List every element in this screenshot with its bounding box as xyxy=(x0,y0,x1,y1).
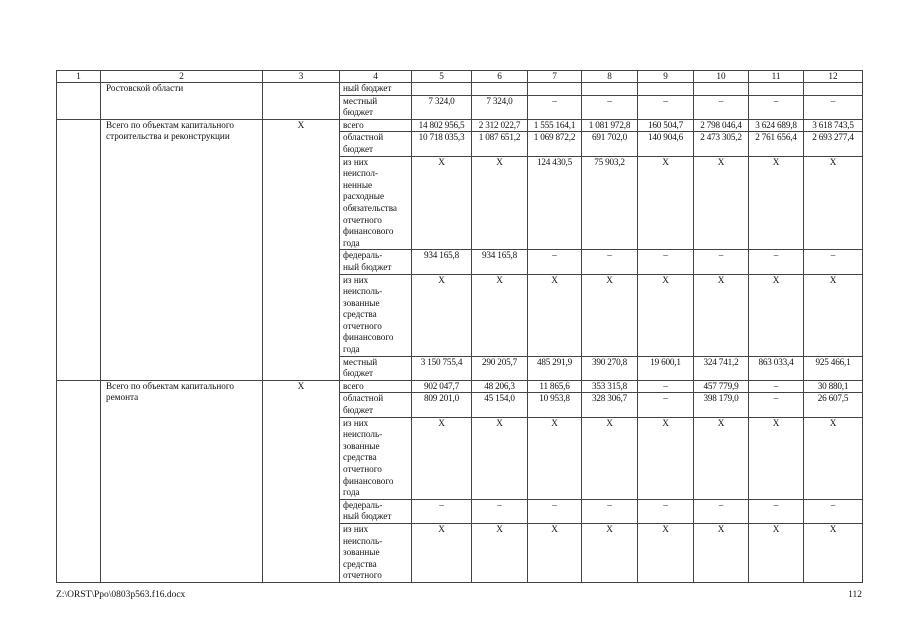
object-name-cell xyxy=(101,83,263,120)
value-cell: 328 306,7 xyxy=(582,393,638,417)
value-cell: 14 802 956,5 xyxy=(412,119,472,132)
funding-source-line: бюджет xyxy=(343,405,374,416)
header-cell: 10 xyxy=(694,71,749,83)
funding-source-cell xyxy=(340,417,412,499)
value-cell: 809 201,0 xyxy=(412,393,472,417)
header-cell: 5 xyxy=(412,71,472,83)
funding-source-line: года xyxy=(343,237,360,248)
value-cell: 10 718 035,3 xyxy=(412,132,472,156)
value-cell: 140 904,6 xyxy=(638,132,694,156)
funding-source-line: из них xyxy=(343,417,369,428)
funding-source-cell xyxy=(340,523,412,582)
object-name-line: Всего по объектам капитального xyxy=(106,119,234,130)
funding-source-line: средства xyxy=(343,309,377,320)
value-cell: 124 430,5 xyxy=(528,156,582,250)
value-cell: 324 741,2 xyxy=(694,356,749,380)
funding-source-line: областной xyxy=(343,132,384,143)
funding-source-line: местный xyxy=(343,95,378,106)
funding-source-cell xyxy=(340,250,412,274)
value-cell: Х xyxy=(804,156,863,250)
value-cell: – xyxy=(638,499,694,523)
table-row xyxy=(57,119,863,132)
funding-source-cell xyxy=(340,274,412,356)
value-cell: Х xyxy=(638,274,694,356)
header-cell: 3 xyxy=(263,71,340,83)
value-cell: Х xyxy=(804,523,863,582)
value-cell: Х xyxy=(804,417,863,499)
value-cell: – xyxy=(582,95,638,119)
value-cell: Х xyxy=(749,523,804,582)
funding-source-cell xyxy=(340,83,412,96)
funding-source-cell xyxy=(340,156,412,250)
value-cell: – xyxy=(694,499,749,523)
value-cell xyxy=(528,83,582,96)
funding-source-line: отчетного xyxy=(343,320,382,331)
funding-source-cell xyxy=(340,356,412,380)
value-cell: 48 206,3 xyxy=(472,380,528,393)
value-cell xyxy=(412,83,472,96)
funding-source-line: года xyxy=(343,344,360,355)
funding-source-line: зованные xyxy=(343,547,380,558)
row-number-cell xyxy=(57,119,101,380)
value-cell: 10 953,8 xyxy=(528,393,582,417)
value-cell: Х xyxy=(694,156,749,250)
funding-source-line: всего xyxy=(343,119,364,130)
value-cell: Х xyxy=(582,274,638,356)
value-cell: 19 600,1 xyxy=(638,356,694,380)
value-cell: 1 069 872,2 xyxy=(528,132,582,156)
value-cell: Х xyxy=(412,156,472,250)
document-page xyxy=(56,70,862,583)
value-cell: 3 624 689,8 xyxy=(749,119,804,132)
value-cell: – xyxy=(582,499,638,523)
funding-source-line: ный бюджет xyxy=(343,261,392,272)
budget-table xyxy=(56,70,863,583)
header-cell: 2 xyxy=(101,71,263,83)
value-cell: Х xyxy=(749,417,804,499)
value-cell: 3 618 743,5 xyxy=(804,119,863,132)
value-cell: Х xyxy=(749,274,804,356)
value-cell xyxy=(472,83,528,96)
value-cell: 2 761 656,4 xyxy=(749,132,804,156)
value-cell xyxy=(694,83,749,96)
funding-source-line: всего xyxy=(343,380,364,391)
value-cell: 902 047,7 xyxy=(412,380,472,393)
value-cell: – xyxy=(694,250,749,274)
mark-cell: Х xyxy=(263,119,340,380)
funding-source-line: неисполь- xyxy=(343,286,383,297)
funding-source-line: из них xyxy=(343,523,369,534)
value-cell: Х xyxy=(638,417,694,499)
object-name-line: ремонта xyxy=(106,392,139,403)
value-cell xyxy=(638,83,694,96)
value-cell: – xyxy=(804,95,863,119)
value-cell: – xyxy=(804,250,863,274)
value-cell xyxy=(582,83,638,96)
value-cell: – xyxy=(749,393,804,417)
value-cell: 2 312 022,7 xyxy=(472,119,528,132)
value-cell: – xyxy=(472,499,528,523)
value-cell: – xyxy=(412,499,472,523)
funding-source-line: ный бюджет xyxy=(343,511,392,522)
value-cell: Х xyxy=(472,523,528,582)
value-cell: – xyxy=(749,499,804,523)
value-cell: 390 270,8 xyxy=(582,356,638,380)
funding-source-line: ненные xyxy=(343,179,373,190)
object-name-line: Всего по объектам капитального xyxy=(106,380,234,391)
object-name-line: строительства и реконструкции xyxy=(106,131,230,142)
object-name-cell xyxy=(101,380,263,582)
value-cell: Х xyxy=(412,274,472,356)
funding-source-cell xyxy=(340,380,412,393)
value-cell: 1 081 972,8 xyxy=(582,119,638,132)
funding-source-line: зованные xyxy=(343,297,380,308)
value-cell: 7 324,0 xyxy=(412,95,472,119)
value-cell: – xyxy=(638,95,694,119)
value-cell: Х xyxy=(528,417,582,499)
value-cell: 691 702,0 xyxy=(582,132,638,156)
funding-source-cell xyxy=(340,499,412,523)
value-cell: – xyxy=(749,250,804,274)
header-row xyxy=(57,71,863,83)
value-cell: 160 504,7 xyxy=(638,119,694,132)
value-cell: 934 165,8 xyxy=(412,250,472,274)
funding-source-line: областной xyxy=(343,393,384,404)
value-cell: Х xyxy=(749,156,804,250)
value-cell: – xyxy=(582,250,638,274)
header-cell: 11 xyxy=(749,71,804,83)
value-cell: – xyxy=(749,95,804,119)
funding-source-line: отчетного xyxy=(343,464,382,474)
value-cell: 457 779,9 xyxy=(694,380,749,393)
value-cell: Х xyxy=(472,274,528,356)
value-cell xyxy=(804,83,863,96)
value-cell: Х xyxy=(528,274,582,356)
footer-page-number: 112 xyxy=(848,590,862,600)
value-cell: 485 291,9 xyxy=(528,356,582,380)
funding-source-cell xyxy=(340,393,412,417)
value-cell: 2 473 305,2 xyxy=(694,132,749,156)
value-cell: Х xyxy=(638,523,694,582)
header-cell: 4 xyxy=(340,71,412,83)
header-cell: 1 xyxy=(57,71,101,83)
mark-cell xyxy=(263,83,340,120)
funding-source-line: бюджет xyxy=(343,107,374,118)
value-cell: 3 150 755,4 xyxy=(412,356,472,380)
funding-source-line: отчетного xyxy=(343,214,382,225)
value-cell: Х xyxy=(694,274,749,356)
value-cell: – xyxy=(694,95,749,119)
value-cell: 290 205,7 xyxy=(472,356,528,380)
value-cell: Х xyxy=(412,417,472,499)
funding-source-line: неисполь- xyxy=(343,429,383,440)
value-cell: Х xyxy=(638,156,694,250)
funding-source-cell xyxy=(340,95,412,119)
funding-source-line: из них xyxy=(343,274,369,285)
funding-source-line: бюджет xyxy=(343,368,374,379)
funding-source-line: федераль- xyxy=(343,250,383,261)
value-cell: – xyxy=(749,380,804,393)
funding-source-line: отчетного xyxy=(343,570,382,581)
header-cell: 12 xyxy=(804,71,863,83)
funding-source-line: бюджет xyxy=(343,143,374,154)
value-cell: Х xyxy=(804,274,863,356)
funding-source-line: финансового xyxy=(343,332,394,343)
value-cell: Х xyxy=(694,417,749,499)
value-cell: 26 607,5 xyxy=(804,393,863,417)
value-cell xyxy=(749,83,804,96)
value-cell: 1 087 651,2 xyxy=(472,132,528,156)
value-cell: – xyxy=(804,499,863,523)
funding-source-line: местный xyxy=(343,356,378,367)
value-cell: 353 315,8 xyxy=(582,380,638,393)
header-cell: 9 xyxy=(638,71,694,83)
value-cell: Х xyxy=(582,417,638,499)
funding-source-cell xyxy=(340,119,412,132)
value-cell: – xyxy=(638,250,694,274)
object-name-cell xyxy=(101,119,263,380)
funding-source-line: неисполь- xyxy=(343,535,383,546)
value-cell: 45 154,0 xyxy=(472,393,528,417)
value-cell: – xyxy=(528,250,582,274)
value-cell: Х xyxy=(472,417,528,499)
value-cell: 30 880,1 xyxy=(804,380,863,393)
value-cell: 863 033,4 xyxy=(749,356,804,380)
value-cell: – xyxy=(528,95,582,119)
funding-source-line: обязательства xyxy=(343,202,397,213)
object-name-line: Ростовской области xyxy=(106,83,184,93)
funding-source-line: неиспол- xyxy=(343,168,379,179)
header-cell: 8 xyxy=(582,71,638,83)
value-cell: Х xyxy=(694,523,749,582)
funding-source-cell xyxy=(340,132,412,156)
value-cell: 398 179,0 xyxy=(694,393,749,417)
funding-source-line: расходные xyxy=(343,191,385,202)
mark-cell: Х xyxy=(263,380,340,582)
funding-source-line: из них xyxy=(343,156,369,167)
value-cell: 2 693 277,4 xyxy=(804,132,863,156)
value-cell: Х xyxy=(472,156,528,250)
value-cell: 11 865,6 xyxy=(528,380,582,393)
value-cell: Х xyxy=(528,523,582,582)
value-cell: 1 555 164,1 xyxy=(528,119,582,132)
row-number-cell xyxy=(57,380,101,582)
table-row xyxy=(57,380,863,393)
value-cell: Х xyxy=(412,523,472,582)
value-cell: 934 165,8 xyxy=(472,250,528,274)
value-cell: 75 903,2 xyxy=(582,156,638,250)
value-cell: 925 466,1 xyxy=(804,356,863,380)
header-cell: 7 xyxy=(528,71,582,83)
header-cell: 6 xyxy=(472,71,528,83)
value-cell: 2 798 046,4 xyxy=(694,119,749,132)
funding-source-line: финансового xyxy=(343,226,394,237)
funding-source-line: средства xyxy=(343,452,377,463)
footer-file-path: Z:\ORST\Ppo\0803p563.f16.docx xyxy=(56,590,186,600)
value-cell: – xyxy=(638,380,694,393)
table-row xyxy=(57,83,863,96)
value-cell: Х xyxy=(582,523,638,582)
funding-source-line: ный бюджет xyxy=(343,83,392,93)
funding-source-line: года xyxy=(343,487,360,498)
funding-source-line: зованные xyxy=(343,440,380,451)
value-cell: 7 324,0 xyxy=(472,95,528,119)
value-cell: – xyxy=(528,499,582,523)
funding-source-line: финансового xyxy=(343,475,394,486)
row-number-cell xyxy=(57,83,101,120)
funding-source-line: федераль- xyxy=(343,499,383,510)
value-cell: – xyxy=(638,393,694,417)
funding-source-line: средства xyxy=(343,558,377,569)
